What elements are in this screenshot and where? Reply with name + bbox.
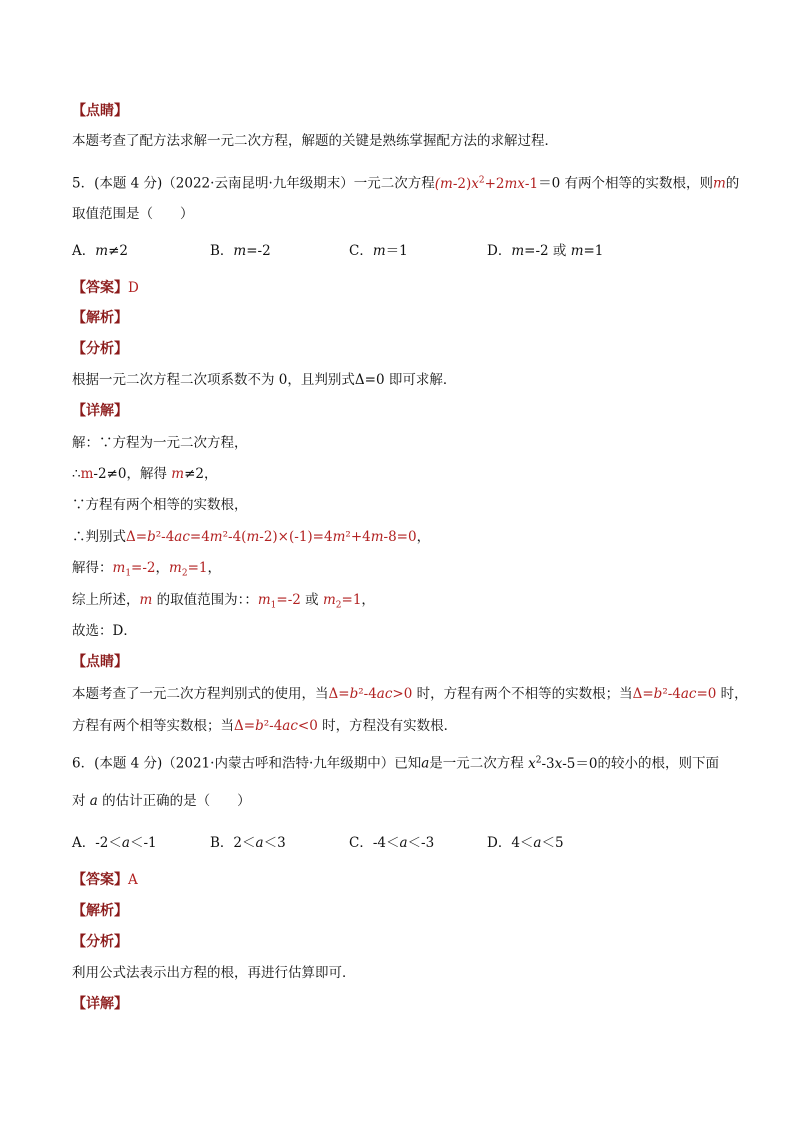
- q5-suffix: 有两个相等的实数根，则: [564, 175, 713, 192]
- q5-detail-line-7: 故选：D．: [72, 623, 137, 639]
- q5-answer: 【答案】D: [72, 280, 139, 296]
- q6-answer: 【答案】A: [72, 872, 138, 888]
- q6-analysis: 利用公式法表示出方程的根，再进行估算即可．: [72, 965, 356, 981]
- q6-suffix: 的较小的根，则下面: [597, 755, 719, 772]
- q6-mid: 是一元二次方程: [429, 755, 524, 772]
- q5-review-line-1: 本题考查了一元二次方程判别式的使用，当Δ=b²-4ac>0 时，方程有两个不相等的实数根；当Δ=b²-4ac=0 时，: [72, 686, 748, 702]
- review-text: 本题考查了配方法求解一元二次方程，解题的关键是熟练掌握配方法的求解过程．: [72, 133, 558, 149]
- q5-analysis: 根据一元二次方程二次项系数不为 0，且判别式Δ=0 即可求解．: [72, 372, 457, 388]
- q5-detail-line-5: 解得：$m_1=-2$，$m_2=1$，: [72, 560, 221, 579]
- q6-prefix: 6．(本题 4 分)（2021·内蒙古呼和浩特·九年级期中）已知: [72, 755, 422, 772]
- q5-detail-line-6: 综上所述，m 的取值范围为：：$m_1=-2$ 或 $m_2=1$，: [72, 592, 375, 611]
- q5-jiexi-heading: 【解析】: [72, 310, 128, 326]
- q5-stem-line2: 取值范围是（ ）: [72, 206, 194, 222]
- q6-stem-line2: 对 a 的估计正确的是（ ）: [72, 793, 251, 809]
- q6-equation: $x^2-3x-5=0$: [528, 755, 598, 772]
- q6-fenxi-heading: 【分析】: [72, 934, 128, 950]
- q5-option-c: C．m＝1: [349, 243, 408, 259]
- q6-option-a: A．-2＜a＜-1: [72, 835, 157, 851]
- q6-option-d: D．4＜a＜5: [487, 835, 564, 851]
- q5-detail-line-1: 解：∵方程为一元二次方程，: [72, 435, 248, 451]
- q5-detail-line-4: ∴判别式Δ=b²-4ac=4m²-4(m-2)×(-1)=4m²+4m-8=0，: [72, 529, 431, 545]
- q5-option-d: D．m=-2 或 m=1: [487, 243, 604, 259]
- q5-tail: 的: [725, 175, 740, 192]
- review-heading: 【点睛】: [72, 103, 128, 119]
- q5-fenxi-heading: 【分析】: [72, 341, 128, 357]
- q5-option-b: B．m=-2: [210, 243, 271, 259]
- q5-detail-line-3: ∵方程有两个相等的实数根，: [72, 497, 248, 513]
- q5-stem-line1: 5．(本题 4 分)（2022·云南昆明·九年级期末）一元二次方程$(m-2)x^2+2mx-1=0$ 有两个相等的实数根，则m的: [72, 175, 740, 192]
- q6-var-a: a: [421, 755, 430, 772]
- q5-option-a: A．m≠2: [72, 243, 128, 259]
- q5-review-heading: 【点睛】: [72, 654, 128, 670]
- q6-stem-line1: [72, 750, 719, 774]
- q5-detail-heading: 【详解】: [72, 403, 128, 419]
- q6-option-c: C．-4＜a＜-3: [349, 835, 435, 851]
- q5-prefix: 5．(本题 4 分)（2022·云南昆明·九年级期末）一元二次方程: [72, 175, 435, 192]
- q6-detail-heading: 【详解】: [72, 996, 128, 1012]
- q5-review-line-2: 方程有两个相等实数根；当Δ=b²-4ac<0 时，方程没有实数根．: [72, 718, 458, 734]
- q6-jiexi-heading: 【解析】: [72, 903, 128, 919]
- q5-equation: $(m-2)x^2+2mx-1$: [434, 175, 539, 192]
- q5-var-m: m: [712, 175, 726, 192]
- q5-detail-line-2: ∴m-2≠0，解得 m≠2，: [72, 466, 218, 482]
- q6-option-b: B．2＜a＜3: [210, 835, 286, 851]
